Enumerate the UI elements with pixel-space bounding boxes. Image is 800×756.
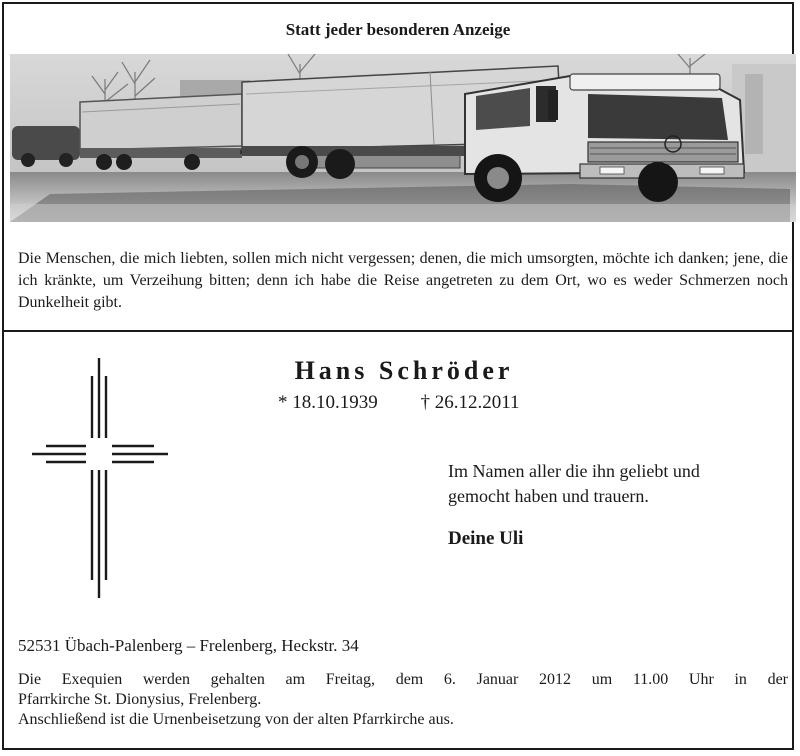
memorial-poem: Die Menschen, die mich liebten, sollen mich nicht vergessen; denen, die mich umsorgten, möchte ich danken; jene, die ich kränkte, um Verzeihung bitten; denn ich habe die Reise angetreten zu dem Ort, wo es weder Schmerzen noch Dunkelheit gibt. bbox=[18, 250, 788, 311]
cross-icon bbox=[32, 358, 168, 598]
birth-date: * 18.10.1939 bbox=[278, 392, 378, 413]
mourners-line-1: Im Namen aller die ihn geliebt und bbox=[448, 461, 700, 481]
mourners-text bbox=[448, 459, 768, 509]
notice-line-1: Die Exequien werden gehalten am Freitag, dem 6. Januar 2012 um 11.00 Uhr in der bbox=[18, 671, 788, 688]
section-divider bbox=[4, 330, 792, 332]
truck-with-trailer-photo-icon bbox=[10, 54, 796, 222]
notice-line-2: Pfarrkirche St. Dionysius, Frelenberg. bbox=[18, 691, 262, 708]
obituary-frame bbox=[2, 2, 794, 750]
deceased-name: Hans Schröder bbox=[294, 356, 514, 385]
header-title: Statt jeder besonderen Anzeige bbox=[285, 20, 511, 39]
notice-line-3: Anschließend ist die Urnenbeisetzung von der alten Pfarrkirche aus. bbox=[18, 711, 454, 728]
death-date: † 26.12.2011 bbox=[420, 392, 520, 413]
life-dates bbox=[278, 392, 520, 414]
funeral-notice bbox=[18, 670, 788, 730]
truck-photo bbox=[10, 54, 796, 222]
family-address: 52531 Übach-Palenberg – Frelenberg, Heckstr. 34 bbox=[18, 636, 359, 655]
signature: Deine Uli bbox=[448, 528, 524, 549]
mourners-line-2: gemocht haben und trauern. bbox=[448, 486, 649, 506]
